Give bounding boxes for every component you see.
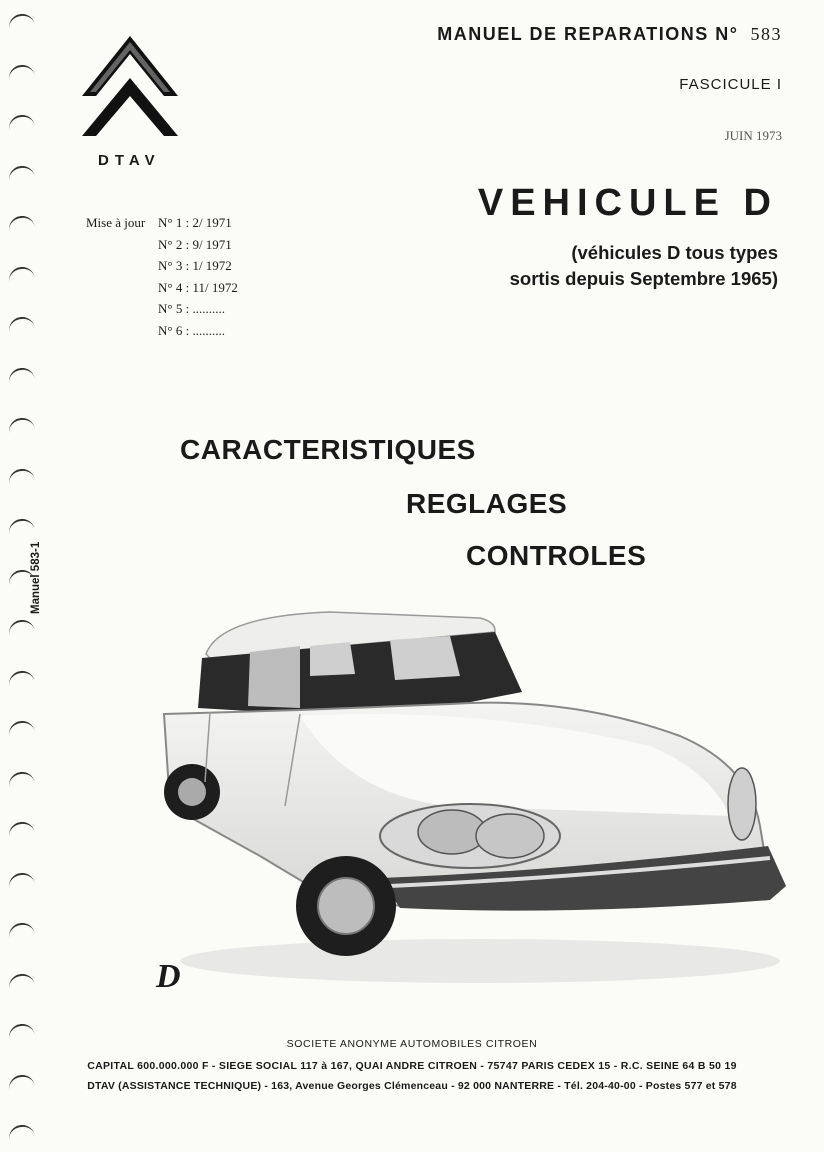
date: JUIN 1973	[724, 128, 782, 143]
binder-hole	[7, 163, 35, 181]
update-item: N° 1 : 2/ 1971	[158, 215, 232, 230]
binder-hole	[7, 517, 35, 535]
vehicle-title: VEHICULE D	[477, 182, 778, 224]
footer-capital: CAPITAL 600.000.000 F - SIEGE SOCIAL 117 à 167, QUAI ANDRE CITROEN - 75747 PARIS CEDEX 15 - R.C. SEINE 64 B 50 19	[87, 1060, 737, 1072]
binder-hole	[7, 466, 35, 484]
binder-hole	[7, 971, 35, 989]
side-manual-code: Manuel 583-1	[30, 541, 42, 614]
binder-hole	[7, 113, 35, 131]
footer-dtav: DTAV (ASSISTANCE TECHNIQUE) - 163, Avenue Georges Clémenceau - 92 000 NANTERRE - Tél. 204-40-00 - Postes 577 et 578	[87, 1080, 737, 1092]
update-list	[86, 212, 238, 341]
fascicule: FASCICULE I	[679, 76, 782, 93]
binder-hole	[7, 416, 35, 434]
binder-hole	[7, 315, 35, 333]
binder-hole	[7, 214, 35, 232]
binder-hole	[7, 264, 35, 282]
binder-hole	[7, 1123, 35, 1141]
update-item: N° 2 : 9/ 1971	[158, 236, 232, 252]
binder-hole	[7, 618, 35, 636]
binder-hole	[7, 820, 35, 838]
binder-hole	[7, 870, 35, 888]
vehicle-subtitle	[510, 240, 778, 292]
binder-hole	[7, 668, 35, 686]
section-title-reglages: REGLAGES	[406, 488, 568, 519]
vehicle-subtitle-line2: sortis depuis Septembre 1965)	[509, 268, 778, 289]
section-title-caracteristiques: CARACTERISTIQUES	[180, 434, 476, 465]
binder-hole	[7, 921, 35, 939]
binder-hole	[7, 719, 35, 737]
binder-hole	[7, 62, 35, 80]
citroen-chevron-logo	[78, 34, 182, 138]
update-item: N° 4 : 11/ 1972	[158, 279, 238, 295]
update-item: N° 5 : ..........	[158, 301, 225, 316]
binder-hole	[7, 365, 35, 383]
manual-title-label: MANUEL DE REPARATIONS N°	[437, 24, 739, 44]
vehicle-subtitle-line1: (véhicules D tous types	[571, 242, 778, 263]
binder-hole	[7, 769, 35, 787]
footer-company: SOCIETE ANONYME AUTOMOBILES CITROEN	[286, 1038, 538, 1050]
manual-title	[437, 24, 782, 45]
logo-text: DTAV	[98, 152, 161, 169]
ds-d-badge: D	[156, 958, 181, 995]
section-title-controles: CONTROLES	[466, 540, 647, 571]
binder-hole	[7, 12, 35, 30]
update-item: N° 6 : ..........	[158, 322, 225, 338]
manual-number: 583	[750, 24, 782, 44]
update-label: Mise à jour	[86, 215, 146, 230]
citroen-ds-car-photo	[150, 596, 790, 996]
update-item: N° 3 : 1/ 1972	[158, 258, 232, 273]
